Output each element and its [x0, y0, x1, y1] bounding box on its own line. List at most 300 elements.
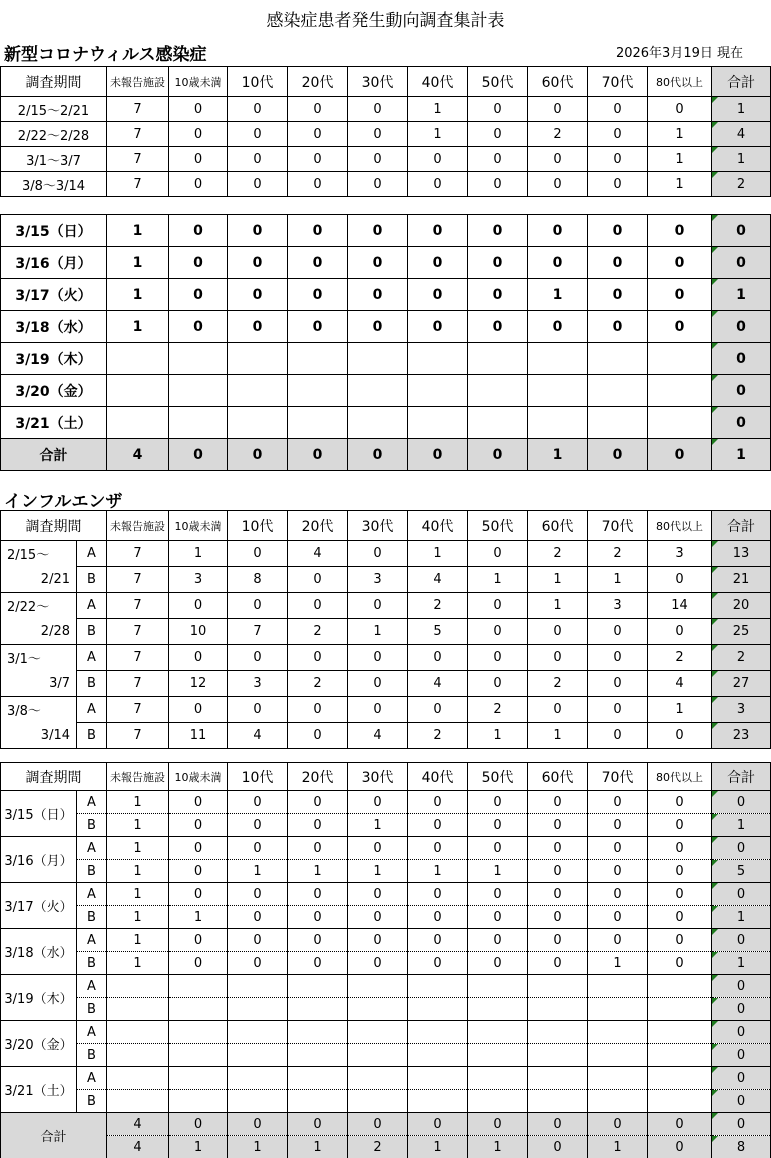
group-a-label: A: [77, 593, 107, 619]
table-cell: 0: [468, 883, 528, 906]
day-label: 3/20（金）: [1, 1021, 77, 1067]
table-cell: 0: [528, 906, 588, 929]
table-cell: 0: [288, 172, 348, 197]
table-cell: [408, 375, 468, 407]
group-a-label: A: [77, 645, 107, 671]
table-cell: 0: [288, 215, 348, 247]
table-cell: [588, 1021, 648, 1044]
table-cell: 0: [468, 97, 528, 122]
table-cell: 2: [288, 671, 348, 697]
table-cell: 0: [348, 215, 408, 247]
table-cell: 27: [712, 671, 771, 697]
table-cell: 0: [169, 147, 228, 172]
table-cell: 7: [107, 619, 169, 645]
table-cell: [348, 375, 408, 407]
report-date: 2026年3月19日 現在: [615, 46, 743, 61]
table-cell: 0: [348, 279, 408, 311]
table-cell: 0: [712, 1067, 771, 1090]
column-header: 合計: [712, 67, 771, 97]
table-cell: [107, 1090, 169, 1113]
table-cell: 0: [228, 697, 288, 723]
table-cell: 0: [528, 147, 588, 172]
table-cell: [468, 407, 528, 439]
group-b-label: B: [77, 723, 107, 749]
table-cell: [648, 375, 712, 407]
group-a-label: A: [77, 791, 107, 814]
table-cell: 1: [228, 860, 288, 883]
column-header: 70代: [588, 763, 648, 791]
table-cell: [528, 1067, 588, 1090]
column-header: 80代以上: [648, 511, 712, 541]
total-label: 合計: [1, 439, 107, 471]
table-row: [1, 975, 771, 998]
table-cell: 0: [528, 952, 588, 975]
table-row: [1, 998, 771, 1021]
table-cell: [288, 1021, 348, 1044]
total-row: [1, 1136, 771, 1158]
table-cell: 1: [107, 906, 169, 929]
table-cell: 0: [588, 906, 648, 929]
table-cell: 0: [712, 998, 771, 1021]
table-cell: 0: [648, 1136, 712, 1158]
table-cell: 0: [288, 122, 348, 147]
table-cell: 0: [468, 791, 528, 814]
table-cell: 0: [408, 952, 468, 975]
group-b-label: B: [77, 1090, 107, 1113]
table-cell: 0: [408, 645, 468, 671]
table-cell: [408, 1021, 468, 1044]
table-cell: 0: [288, 723, 348, 749]
table-row: [1, 791, 771, 814]
table-cell: 2: [588, 541, 648, 567]
table-cell: 0: [288, 247, 348, 279]
table-cell: [468, 1021, 528, 1044]
table-cell: 2: [348, 1136, 408, 1158]
table-cell: 1: [712, 97, 771, 122]
table-cell: 0: [648, 311, 712, 343]
table-cell: 0: [528, 215, 588, 247]
table-row: [1, 567, 771, 593]
table-cell: 1: [648, 172, 712, 197]
table-cell: 0: [468, 814, 528, 837]
table-row: [1, 860, 771, 883]
covid-weekly-table: [0, 66, 771, 197]
table-cell: 0: [588, 791, 648, 814]
table-cell: [648, 1021, 712, 1044]
table-cell: 3: [348, 567, 408, 593]
table-cell: 0: [288, 1113, 348, 1136]
table-cell: 0: [169, 814, 228, 837]
period-label: 2/15〜2/21: [1, 97, 107, 122]
table-row: [1, 593, 771, 619]
table-cell: 7: [107, 541, 169, 567]
table-cell: [348, 1044, 408, 1067]
table-cell: 0: [468, 147, 528, 172]
total-row: [1, 439, 771, 471]
table-cell: 2: [408, 723, 468, 749]
table-cell: 25: [712, 619, 771, 645]
column-header: 10歳未満: [169, 763, 228, 791]
table-cell: 0: [588, 671, 648, 697]
table-cell: 3: [169, 567, 228, 593]
table-cell: 0: [408, 147, 468, 172]
table-cell: 0: [528, 311, 588, 343]
column-header: 10代: [228, 67, 288, 97]
table-cell: [588, 343, 648, 375]
table-row: [1, 906, 771, 929]
table-row: [1, 814, 771, 837]
table-cell: 4: [712, 122, 771, 147]
period-label: 2/22〜: [1, 593, 77, 619]
table-cell: [288, 407, 348, 439]
table-cell: 0: [712, 1044, 771, 1067]
table-cell: 13: [712, 541, 771, 567]
table-row: [1, 375, 771, 407]
page-title: 感染症患者発生動向調査集計表: [266, 11, 505, 31]
table-cell: 7: [107, 97, 169, 122]
table-cell: 0: [348, 671, 408, 697]
table-cell: 1: [107, 837, 169, 860]
table-cell: 0: [468, 906, 528, 929]
table-cell: 0: [528, 929, 588, 952]
table-cell: 3: [228, 671, 288, 697]
table-cell: 0: [228, 814, 288, 837]
table-cell: 0: [228, 215, 288, 247]
period-label: 2/22〜2/28: [1, 122, 107, 147]
table-cell: [648, 975, 712, 998]
table-row: [1, 1090, 771, 1113]
table-cell: 0: [648, 215, 712, 247]
table-cell: 1: [107, 215, 169, 247]
table-cell: 0: [588, 929, 648, 952]
table-cell: 1: [468, 723, 528, 749]
table-cell: 0: [648, 860, 712, 883]
table-cell: 0: [468, 645, 528, 671]
table-cell: 1: [528, 279, 588, 311]
table-cell: [528, 1021, 588, 1044]
column-header: 調査期間: [1, 67, 107, 97]
table-cell: 0: [228, 311, 288, 343]
table-cell: [348, 407, 408, 439]
table-cell: 1: [169, 1136, 228, 1158]
group-a-label: A: [77, 975, 107, 998]
table-cell: [348, 998, 408, 1021]
table-cell: 0: [648, 952, 712, 975]
table-cell: 1: [348, 814, 408, 837]
table-cell: 0: [588, 645, 648, 671]
table-row: [1, 723, 771, 749]
table-cell: [648, 998, 712, 1021]
table-row: [1, 671, 771, 697]
table-cell: [348, 343, 408, 375]
table-cell: 0: [528, 645, 588, 671]
table-row: [1, 1044, 771, 1067]
day-label: 3/16（月）: [1, 837, 77, 883]
table-cell: 0: [169, 97, 228, 122]
table-cell: 0: [288, 883, 348, 906]
table-cell: 0: [348, 697, 408, 723]
table-cell: 0: [169, 593, 228, 619]
table-cell: [288, 1044, 348, 1067]
table-cell: 0: [348, 439, 408, 471]
table-cell: 1: [528, 723, 588, 749]
table-cell: 4: [648, 671, 712, 697]
table-row: [1, 697, 771, 723]
column-header: 40代: [408, 67, 468, 97]
table-cell: 2: [648, 645, 712, 671]
table-cell: 7: [107, 671, 169, 697]
day-label: 3/18（水）: [1, 929, 77, 975]
column-header: 40代: [408, 511, 468, 541]
group-b-label: B: [77, 619, 107, 645]
table-cell: 0: [712, 837, 771, 860]
group-b-label: B: [77, 998, 107, 1021]
table-cell: 0: [169, 215, 228, 247]
table-cell: 12: [169, 671, 228, 697]
table-cell: 0: [588, 439, 648, 471]
table-cell: 1: [712, 952, 771, 975]
column-header: 60代: [528, 511, 588, 541]
table-cell: [348, 1021, 408, 1044]
column-header: 60代: [528, 763, 588, 791]
table-cell: 0: [408, 215, 468, 247]
group-b-label: B: [77, 1044, 107, 1067]
table-cell: [169, 1090, 228, 1113]
table-cell: [348, 975, 408, 998]
column-header: 未報告施設: [107, 763, 169, 791]
table-cell: 1: [107, 279, 169, 311]
table-cell: [288, 975, 348, 998]
table-cell: 0: [228, 906, 288, 929]
table-row: [1, 952, 771, 975]
table-cell: 7: [107, 567, 169, 593]
table-row: [1, 147, 771, 172]
table-cell: 1: [528, 567, 588, 593]
table-cell: 0: [288, 697, 348, 723]
table-row: [1, 311, 771, 343]
table-row: [1, 343, 771, 375]
table-cell: 0: [348, 929, 408, 952]
table-cell: [228, 407, 288, 439]
table-cell: 0: [169, 122, 228, 147]
covid-section-title: 新型コロナウィルス感染症: [4, 45, 207, 65]
table-cell: 0: [348, 883, 408, 906]
table-cell: [169, 407, 228, 439]
table-cell: 7: [107, 147, 169, 172]
table-cell: 0: [348, 645, 408, 671]
table-cell: 4: [408, 671, 468, 697]
column-header: 合計: [712, 763, 771, 791]
table-cell: 0: [712, 343, 771, 375]
table-cell: 0: [588, 279, 648, 311]
table-cell: 1: [288, 860, 348, 883]
table-cell: 0: [588, 97, 648, 122]
table-cell: 4: [107, 1136, 169, 1158]
period-label: 3/1〜: [1, 645, 77, 671]
table-cell: [169, 1044, 228, 1067]
table-cell: 1: [468, 567, 528, 593]
table-cell: 0: [408, 883, 468, 906]
table-cell: 0: [528, 860, 588, 883]
table-cell: 0: [528, 1136, 588, 1158]
table-cell: 0: [468, 311, 528, 343]
period-label: 3/8〜: [1, 697, 77, 723]
table-cell: 0: [348, 791, 408, 814]
table-cell: 0: [648, 1113, 712, 1136]
table-cell: 0: [648, 883, 712, 906]
table-cell: 10: [169, 619, 228, 645]
table-cell: 7: [107, 723, 169, 749]
table-cell: 1: [107, 860, 169, 883]
group-a-label: A: [77, 883, 107, 906]
group-a-label: A: [77, 697, 107, 723]
table-cell: [169, 343, 228, 375]
total-row: [1, 1113, 771, 1136]
table-cell: [169, 1021, 228, 1044]
table-cell: 0: [648, 439, 712, 471]
table-cell: [107, 1021, 169, 1044]
table-cell: 0: [588, 122, 648, 147]
column-header: 10歳未満: [169, 67, 228, 97]
column-header: 80代以上: [648, 67, 712, 97]
table-cell: 0: [468, 671, 528, 697]
table-cell: 0: [169, 929, 228, 952]
table-cell: 14: [648, 593, 712, 619]
table-cell: [107, 375, 169, 407]
table-cell: 0: [712, 247, 771, 279]
table-cell: [588, 1090, 648, 1113]
table-cell: 1: [408, 541, 468, 567]
table-cell: 0: [648, 567, 712, 593]
day-label: 3/16（月）: [1, 247, 107, 279]
table-cell: 4: [288, 541, 348, 567]
column-header: 調査期間: [1, 763, 107, 791]
header-row: [1, 67, 771, 97]
table-cell: 11: [169, 723, 228, 749]
covid-daily-table: [0, 214, 771, 471]
table-cell: 0: [169, 311, 228, 343]
table-cell: [107, 975, 169, 998]
table-cell: 0: [468, 172, 528, 197]
table-cell: 1: [528, 593, 588, 619]
table-cell: [107, 407, 169, 439]
table-cell: 1: [468, 1136, 528, 1158]
day-label: 3/21（土）: [1, 1067, 77, 1113]
table-cell: [408, 1044, 468, 1067]
table-cell: 7: [228, 619, 288, 645]
table-cell: 0: [348, 311, 408, 343]
table-cell: 0: [648, 279, 712, 311]
table-cell: 0: [228, 172, 288, 197]
table-cell: 0: [288, 147, 348, 172]
table-cell: [648, 1090, 712, 1113]
table-cell: [228, 1067, 288, 1090]
day-label: 3/19（木）: [1, 975, 77, 1021]
table-cell: 0: [288, 279, 348, 311]
table-cell: 1: [408, 122, 468, 147]
table-cell: 0: [348, 906, 408, 929]
table-row: [1, 407, 771, 439]
table-cell: 0: [288, 645, 348, 671]
table-cell: [107, 343, 169, 375]
table-cell: 7: [107, 593, 169, 619]
column-header: 20代: [288, 67, 348, 97]
table-cell: [288, 1067, 348, 1090]
day-label: 3/20（金）: [1, 375, 107, 407]
table-cell: [107, 1044, 169, 1067]
table-cell: 0: [348, 247, 408, 279]
table-cell: 1: [107, 791, 169, 814]
table-cell: [648, 343, 712, 375]
table-cell: [228, 343, 288, 375]
table-cell: [528, 343, 588, 375]
table-cell: 0: [468, 122, 528, 147]
table-cell: 0: [588, 860, 648, 883]
column-header: 70代: [588, 511, 648, 541]
table-cell: 0: [648, 929, 712, 952]
day-label: 3/15（日）: [1, 791, 77, 837]
table-cell: [288, 343, 348, 375]
column-header: 20代: [288, 511, 348, 541]
table-cell: 0: [228, 439, 288, 471]
table-cell: 0: [288, 97, 348, 122]
table-cell: 0: [712, 791, 771, 814]
table-cell: 0: [712, 1113, 771, 1136]
group-b-label: B: [77, 567, 107, 593]
table-cell: 0: [408, 439, 468, 471]
table-cell: 0: [648, 837, 712, 860]
table-cell: 7: [107, 697, 169, 723]
table-row: [1, 279, 771, 311]
table-cell: 0: [288, 311, 348, 343]
day-label: 3/17（火）: [1, 883, 77, 929]
table-cell: 0: [228, 541, 288, 567]
table-cell: 0: [712, 975, 771, 998]
table-cell: 0: [288, 439, 348, 471]
table-cell: [408, 998, 468, 1021]
table-cell: 4: [348, 723, 408, 749]
table-cell: 0: [588, 814, 648, 837]
table-cell: 0: [288, 593, 348, 619]
table-cell: 2: [528, 122, 588, 147]
table-cell: 1: [528, 439, 588, 471]
column-header: 60代: [528, 67, 588, 97]
table-cell: [408, 343, 468, 375]
table-cell: 0: [169, 883, 228, 906]
table-cell: 1: [107, 883, 169, 906]
table-cell: [408, 975, 468, 998]
table-cell: 0: [648, 97, 712, 122]
table-cell: 0: [348, 147, 408, 172]
table-cell: 0: [169, 860, 228, 883]
table-cell: 4: [408, 567, 468, 593]
table-cell: 3: [588, 593, 648, 619]
table-cell: [169, 375, 228, 407]
table-cell: 0: [228, 1113, 288, 1136]
table-row: [1, 929, 771, 952]
table-cell: 0: [468, 439, 528, 471]
table-cell: 0: [588, 247, 648, 279]
table-cell: 0: [228, 883, 288, 906]
table-cell: 0: [408, 814, 468, 837]
table-cell: 0: [528, 883, 588, 906]
table-cell: 1: [712, 906, 771, 929]
table-cell: 4: [107, 439, 169, 471]
table-cell: 0: [408, 837, 468, 860]
table-cell: 0: [468, 952, 528, 975]
group-b-label: B: [77, 906, 107, 929]
table-cell: 0: [408, 311, 468, 343]
